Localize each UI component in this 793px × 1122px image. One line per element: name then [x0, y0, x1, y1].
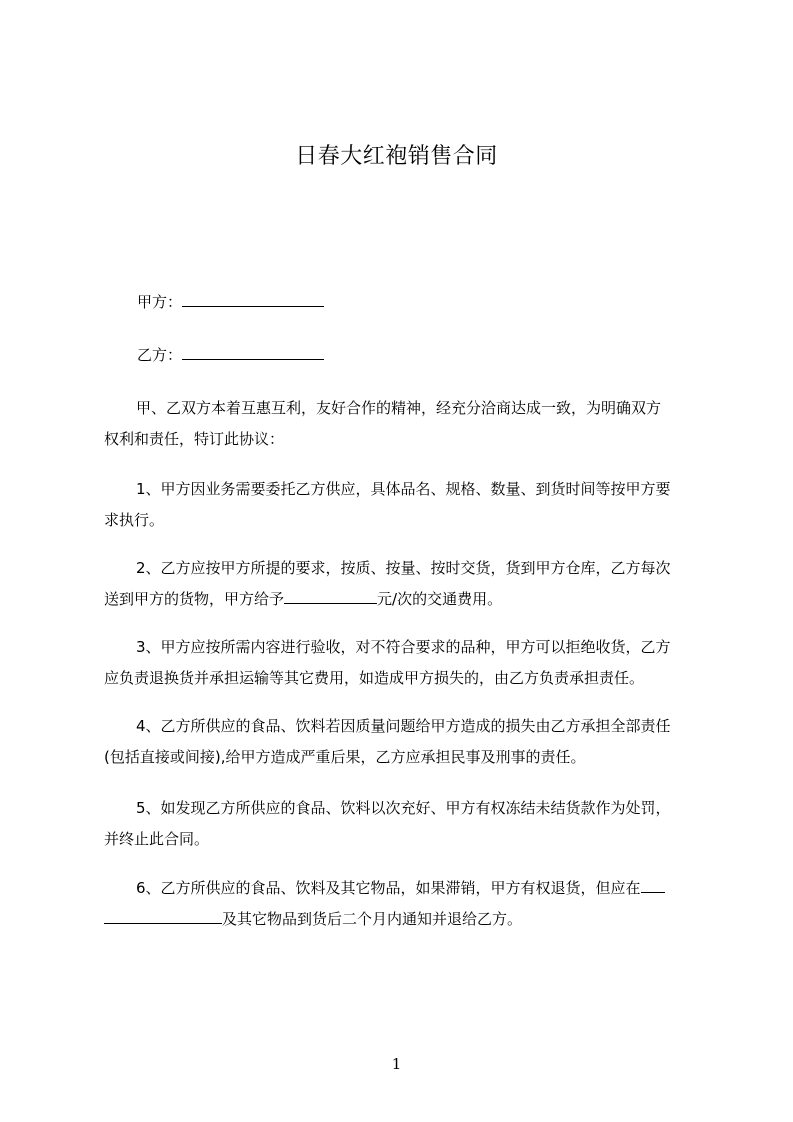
- clause-2-line-2-after: 元/次的交通费用。: [377, 590, 503, 608]
- clause-2-line-2-before: 送到甲方的货物，甲方给予: [104, 590, 285, 608]
- fee-blank[interactable]: [284, 589, 377, 604]
- clause-4: [104, 711, 704, 773]
- intro-paragraph: [104, 393, 704, 455]
- clause-5: [104, 793, 704, 855]
- party-a-blank[interactable]: [182, 292, 324, 307]
- party-b-label: 乙方：: [137, 346, 183, 364]
- page-number: 1: [391, 1055, 402, 1073]
- party-b-line: [137, 345, 324, 365]
- clause-2-line-1: 2、乙方应按甲方所提的要求，按质、按量、按时交货，货到甲方仓库，乙方每次: [136, 559, 671, 577]
- party-a-line: [137, 292, 324, 312]
- clause-1-line-2: 求执行。: [104, 511, 165, 529]
- clause-3: [104, 632, 704, 694]
- clause-6-line-2-after: 及其它物品到货后二个月内通知并退给乙方。: [222, 910, 523, 928]
- clause-1: [104, 474, 704, 536]
- return-period-blank-end[interactable]: [104, 909, 222, 924]
- intro-line-1: 甲、乙双方本着互惠互利，友好合作的精神，经充分洽商达成一致，为明确双方: [136, 399, 662, 417]
- clause-6-line-1: [104, 873, 704, 904]
- clause-6-line-1-text: 6、乙方所供应的食品、饮料及其它物品，如果滞销，甲方有权退货，但应在: [136, 879, 641, 897]
- clause-4-line-2: (包括直接或间接),给甲方造成严重后果，乙方应承担民事及刑事的责任。: [104, 748, 586, 766]
- clause-5-line-1: 5、如发现乙方所供应的食品、饮料以次充好、甲方有权冻结未结货款作为处罚，: [136, 799, 671, 817]
- party-a-label: 甲方：: [137, 293, 183, 311]
- return-period-blank-start[interactable]: [641, 878, 665, 893]
- clause-6-line-2: [104, 904, 704, 935]
- party-b-blank[interactable]: [182, 345, 324, 360]
- document-title: 日春大红袍销售合同: [295, 144, 498, 169]
- clause-3-line-1: 3、甲方应按所需内容进行验收，对不符合要求的品种，甲方可以拒绝收货，乙方: [136, 638, 671, 656]
- clause-6: [104, 873, 704, 935]
- clause-3-line-2: 应负责退换货并承担运输等其它费用，如造成甲方损失的，由乙方负责承担责任。: [104, 669, 645, 687]
- intro-line-2: 权利和责任，特订此协议：: [104, 430, 285, 448]
- clause-5-line-2: 并终止此合同。: [104, 830, 210, 848]
- clause-4-line-1: 4、乙方所供应的食品、饮料若因质量问题给甲方造成的损失由乙方承担全部责任: [136, 717, 671, 735]
- clause-2: [104, 553, 704, 615]
- clause-1-line-1: 1、甲方因业务需要委托乙方供应，具体品名、规格、数量、到货时间等按甲方要: [136, 480, 671, 498]
- clause-2-line-2: [104, 584, 704, 615]
